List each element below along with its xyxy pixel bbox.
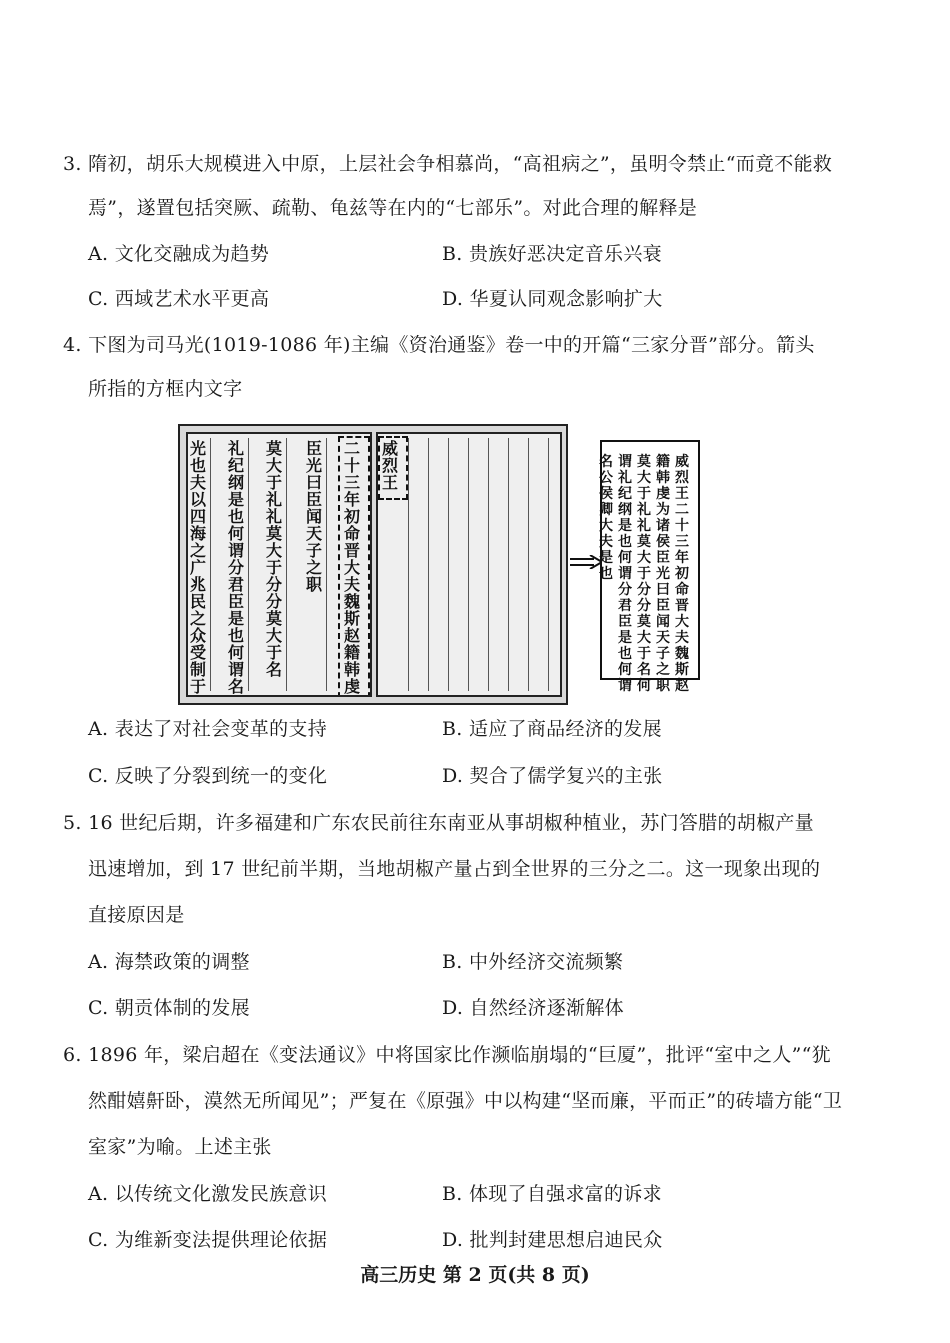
scan-col-rule bbox=[408, 438, 409, 691]
q6-option-c[interactable]: C. 为维新变法提供理论依据 bbox=[88, 1229, 328, 1251]
q4-option-a[interactable]: A. 表达了对社会变革的支持 bbox=[88, 718, 328, 740]
scan-col-rule bbox=[210, 438, 211, 691]
q3-option-a[interactable]: A. 文化交融成为趋势 bbox=[88, 243, 270, 265]
q4-stem-line1: 4. 下图为司马光(1019-1086 年)主编《资治通鉴》卷一中的开篇“三家分晋”部分。箭头 bbox=[63, 334, 815, 356]
q5-option-d[interactable]: D. 自然经济逐渐解体 bbox=[442, 997, 624, 1019]
callout-col-3: 莫大于礼礼莫大于分分莫大于名何 bbox=[637, 454, 651, 694]
q6-option-b[interactable]: B. 体现了自强求富的诉求 bbox=[442, 1183, 662, 1205]
scan-left-page bbox=[186, 432, 372, 697]
q5-option-c[interactable]: C. 朝贡体制的发展 bbox=[88, 997, 250, 1019]
scan-col-rule bbox=[448, 438, 449, 691]
q6-option-a[interactable]: A. 以传统文化激发民族意识 bbox=[88, 1183, 328, 1205]
q3-option-c[interactable]: C. 西域艺术水平更高 bbox=[88, 288, 270, 310]
scan-col-rule bbox=[286, 438, 287, 691]
page-footer: 高三历史 第 2 页(共 8 页) bbox=[360, 1264, 590, 1286]
q4-option-d[interactable]: D. 契合了儒学复兴的主张 bbox=[442, 765, 663, 787]
callout-col-5: 名公侯卿大夫是也 bbox=[599, 454, 613, 582]
scan-left-text-col-3: 莫大于礼礼莫大于分分莫大于名 bbox=[266, 440, 283, 678]
scan-col-rule bbox=[548, 438, 549, 691]
callout-col-1: 威烈王二十三年初命晋大夫魏斯赵 bbox=[675, 454, 689, 694]
scan-col-rule bbox=[488, 438, 489, 691]
scan-right-title-col: 威烈王 bbox=[382, 440, 399, 491]
scan-left-text-col-5: 二十三年初命晋大夫魏斯赵籍韩虔 bbox=[344, 440, 361, 696]
scan-title-box bbox=[378, 436, 408, 500]
callout-box bbox=[599, 440, 700, 694]
scan-col-rule bbox=[468, 438, 469, 691]
q6-option-d[interactable]: D. 批判封建思想启迪民众 bbox=[442, 1229, 663, 1251]
scan-col-rule bbox=[248, 438, 249, 691]
scan-left-text-col-4: 臣光曰臣闻天子之职 bbox=[306, 440, 323, 593]
q5-stem-line2: 迅速增加，到 17 世纪前半期，当地胡椒产量占到全世界的三分之二。这一现象出现的 bbox=[88, 858, 821, 880]
scan-left-text-col-1: 光也夫以四海之广兆民之众受制于 bbox=[190, 440, 207, 696]
q3-option-b[interactable]: B. 贵族好恶决定音乐兴衰 bbox=[442, 243, 662, 265]
scan-col-rule bbox=[508, 438, 509, 691]
scan-frame bbox=[178, 424, 568, 705]
q3-stem-line1: 3. 隋初，胡乐大规模进入中原，上层社会争相慕尚，“高祖病之”，虽明令禁止“而竟不能救 bbox=[63, 153, 833, 175]
scan-col-rule bbox=[428, 438, 429, 691]
callout-col-2: 籍韩虔为诸侯臣光曰臣闻天子之职 bbox=[656, 454, 670, 694]
q5-option-b[interactable]: B. 中外经济交流频繁 bbox=[442, 951, 624, 973]
q5-option-a[interactable]: A. 海禁政策的调整 bbox=[88, 951, 250, 973]
callout-col-4: 谓礼纪纲是也何谓分君臣是也何谓 bbox=[618, 454, 632, 694]
q3-option-d[interactable]: D. 华夏认同观念影响扩大 bbox=[442, 288, 663, 310]
q5-stem-line1: 5. 16 世纪后期，许多福建和广东农民前往东南亚从事胡椒种植业，苏门答腊的胡椒产量 bbox=[63, 812, 814, 834]
q3-stem-line2: 焉”，遂置包括突厥、疏勒、龟兹等在内的“七部乐”。对此合理的解释是 bbox=[88, 197, 698, 219]
q6-stem-line2: 然酣嬉鼾卧，漠然无所闻见”；严复在《原强》中以构建“坚而廉，平而正”的砖墙方能“卫 bbox=[88, 1090, 843, 1112]
zizhi-tongjian-scan bbox=[178, 424, 568, 705]
scan-col-rule bbox=[326, 438, 327, 691]
scan-left-text-col-2: 礼纪纲是也何谓分君臣是也何谓名 bbox=[228, 440, 245, 696]
scan-highlight-box bbox=[338, 436, 370, 697]
q6-stem-line1: 6. 1896 年，梁启超在《变法通议》中将国家比作濒临崩塌的“巨厦”，批评“室中之人”“犹 bbox=[63, 1044, 831, 1066]
q4-option-c[interactable]: C. 反映了分裂到统一的变化 bbox=[88, 765, 328, 787]
scan-col-rule bbox=[528, 438, 529, 691]
q4-stem-line2: 所指的方框内文字 bbox=[88, 378, 243, 400]
scan-right-page bbox=[376, 432, 562, 697]
q6-stem-line3: 室家”为喻。上述主张 bbox=[88, 1136, 272, 1158]
q5-stem-line3: 直接原因是 bbox=[88, 904, 185, 926]
q4-option-b[interactable]: B. 适应了商品经济的发展 bbox=[442, 718, 662, 740]
